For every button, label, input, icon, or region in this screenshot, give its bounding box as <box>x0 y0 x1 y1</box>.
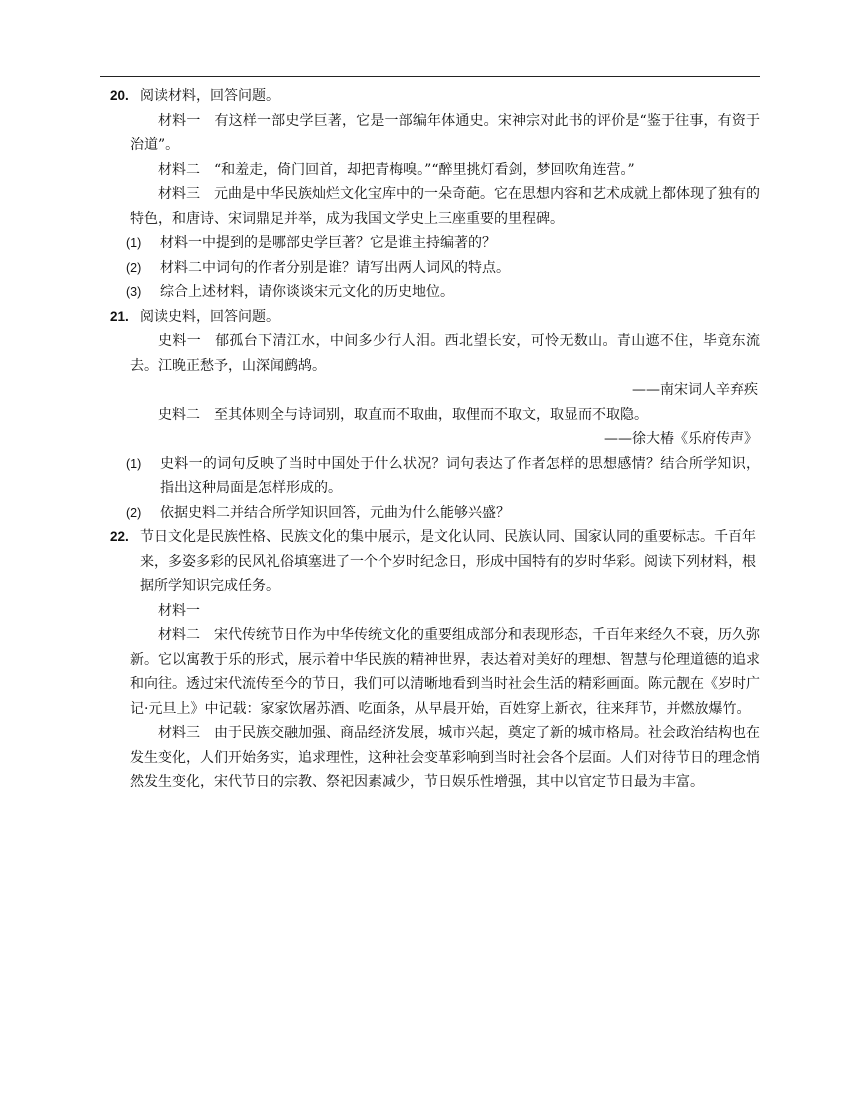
sub-number: (3) <box>126 285 142 299</box>
question-21-title <box>100 305 760 330</box>
q21-source-1: ——南宋词人辛弃疾 <box>632 382 758 398</box>
material-label: 材料二 <box>158 161 200 178</box>
material-label: 材料一 <box>158 602 200 619</box>
material-text: 有这样一部史学巨著，它是一部编年体通史。宋神宗对此书的评价是“鉴于往事，有资于治道”。 <box>130 112 761 153</box>
material-text: 郁孤台下清江水，中间多少行人泪。西北望长安，可怜无数山。青山遮不住，毕竟东流去。江晚正愁予，山深闻鹧鸪。 <box>130 333 761 374</box>
material-text: 宋代传统节日作为中华传统文化的重要组成部分和表现形态，千百年来经久不衰，历久弥新。它以寓教于乐的形式，展示着中华民族的精神世界，表达着对美好的理想、智慧与伦理道德的追求和向往。透过宋代流传至今的节日，我们可以清晰地看到当时社会生活的精彩画面。陈元靓在《岁时广记·元旦上》中记载：家家饮屠苏酒、吃面条，从早晨开始，百姓穿上新衣，往来拜节，并燃放爆竹。 <box>130 627 760 717</box>
q21-sub-1 <box>100 452 760 501</box>
q21-sub-2 <box>100 501 760 526</box>
sub-text: 材料一中提到的是哪部史学巨著？它是谁主持编著的？ <box>160 235 496 251</box>
material-text: 元曲是中华民族灿烂文化宝库中的一朵奇葩。它在思想内容和艺术成就上都体现了独有的特色，和唐诗、宋词鼎足并举，成为我国文学史上三座重要的里程碑。 <box>130 186 760 227</box>
question-number: 21. <box>110 308 129 324</box>
q22-material-2 <box>100 623 760 721</box>
question-number: 22. <box>110 529 129 544</box>
sub-text: 材料二中词句的作者分别是谁？请写出两人词风的特点。 <box>160 259 510 276</box>
sub-number: (1) <box>126 456 142 471</box>
q20-material-2 <box>100 158 760 183</box>
q21-source-2: ——徐大椿《乐府传声》 <box>604 431 758 447</box>
q20-sub-1 <box>100 231 760 256</box>
sub-number: (2) <box>126 260 142 275</box>
sub-number: (2) <box>126 505 142 520</box>
q20-sub-3 <box>100 280 760 305</box>
sub-number: (1) <box>126 236 142 250</box>
question-20-title <box>100 84 760 109</box>
q22-material-1 <box>100 599 760 624</box>
sub-text: 综合上述材料，请你谈谈宋元文化的历史地位。 <box>160 284 454 300</box>
material-label: 史料一 <box>158 333 202 349</box>
sub-text: 依据史料二并结合所学知识回答，元曲为什么能够兴盛？ <box>160 504 510 521</box>
question-stem: 节日文化是民族性格、民族文化的集中展示，是文化认同、民族认同、国家认同的重要标志。千百年来，多姿多彩的民风礼俗填塞进了一个个岁时纪念日，形成中国特有的岁时华彩。阅读下列材料，根据所学知识完成任务。 <box>140 529 756 594</box>
material-label: 材料三 <box>158 186 200 202</box>
material-text: 由于民族交融加强、商品经济发展，城市兴起，奠定了新的城市格局。社会政治结构也在发生变化，人们开始务实，追求理性，这种社会变革彩响到当时社会各个层面。人们对待节日的理念悄然发生变化，宋代节日的宗教、祭祀因素减少，节日娱乐性增强，其中以官定节日最为丰富。 <box>130 725 760 790</box>
question-stem: 阅读材料，回答问题。 <box>140 88 280 104</box>
material-text: 至其体则全与诗词别，取直而不取曲，取俚而不取文，取显而不取隐。 <box>214 406 648 423</box>
header-rule <box>100 76 760 77</box>
q21-material-1 <box>100 329 760 378</box>
q21-material-2 <box>100 403 760 428</box>
q20-material-1 <box>100 109 760 158</box>
question-stem: 阅读史料，回答问题。 <box>140 308 280 325</box>
sub-text: 史料一的词句反映了当时中国处于什么状况？词句表达了作者怎样的思想感情？结合所学知识，指出这种局面是怎样形成的。 <box>160 455 760 496</box>
material-text: “和羞走，倚门回首，却把青梅嗅。”“醉里挑灯看剑，梦回吹角连营。” <box>214 161 635 178</box>
q22-material-3 <box>100 721 760 795</box>
page-content <box>100 84 760 795</box>
material-label: 史料二 <box>158 406 200 423</box>
question-22-title <box>100 525 760 599</box>
question-number: 20. <box>110 88 129 103</box>
material-label: 材料一 <box>158 112 201 129</box>
q20-material-3 <box>100 182 760 231</box>
material-label: 材料二 <box>158 627 200 643</box>
material-label: 材料三 <box>158 725 200 741</box>
q20-sub-2 <box>100 256 760 281</box>
